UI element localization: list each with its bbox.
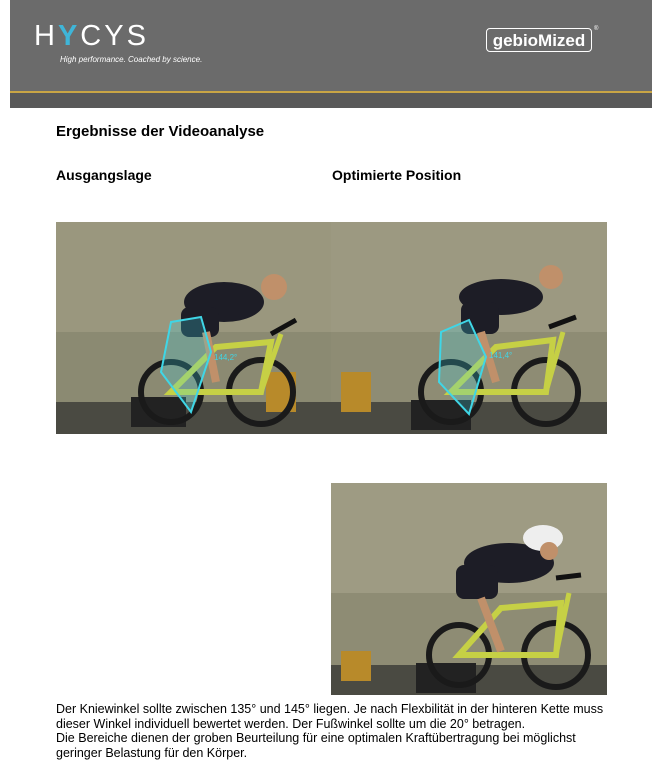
column-heading-optimized: Optimierte Position bbox=[332, 167, 462, 183]
explanation-paragraph-1: Der Kniewinkel sollte zwischen 135° und 145° liegen. Je nach Flexbilität in der hinteren Kette muss dieser Winkel individuell bewertet werden. Der Fußwinkel sollte um die 20° betragen. bbox=[56, 702, 604, 731]
knee-angle-label-initial: 144,2° bbox=[214, 353, 238, 362]
photo-optimized-position bbox=[331, 222, 607, 434]
photo-optimized-helmet bbox=[331, 483, 607, 695]
explanation-paragraph-2: Die Bereiche dienen der groben Beurteilung für eine optimalen Kraftübertragung bei möglichst geringer Belastung für den Körper. bbox=[56, 731, 576, 760]
explanation-text bbox=[56, 702, 616, 760]
header-strip bbox=[10, 93, 652, 108]
photo-initial-position bbox=[56, 222, 331, 434]
registered-mark: ® bbox=[594, 26, 599, 32]
knee-angle-label-optimized: 141,4° bbox=[489, 351, 513, 360]
hycys-logo: HYCYS bbox=[34, 20, 149, 52]
logo-tagline: High performance. Coached by science. bbox=[60, 55, 203, 64]
gebiomized-logo: gebioMized bbox=[486, 28, 592, 52]
column-heading-initial: Ausgangslage bbox=[56, 167, 152, 183]
page-title: Ergebnisse der Videoanalyse bbox=[56, 123, 265, 140]
